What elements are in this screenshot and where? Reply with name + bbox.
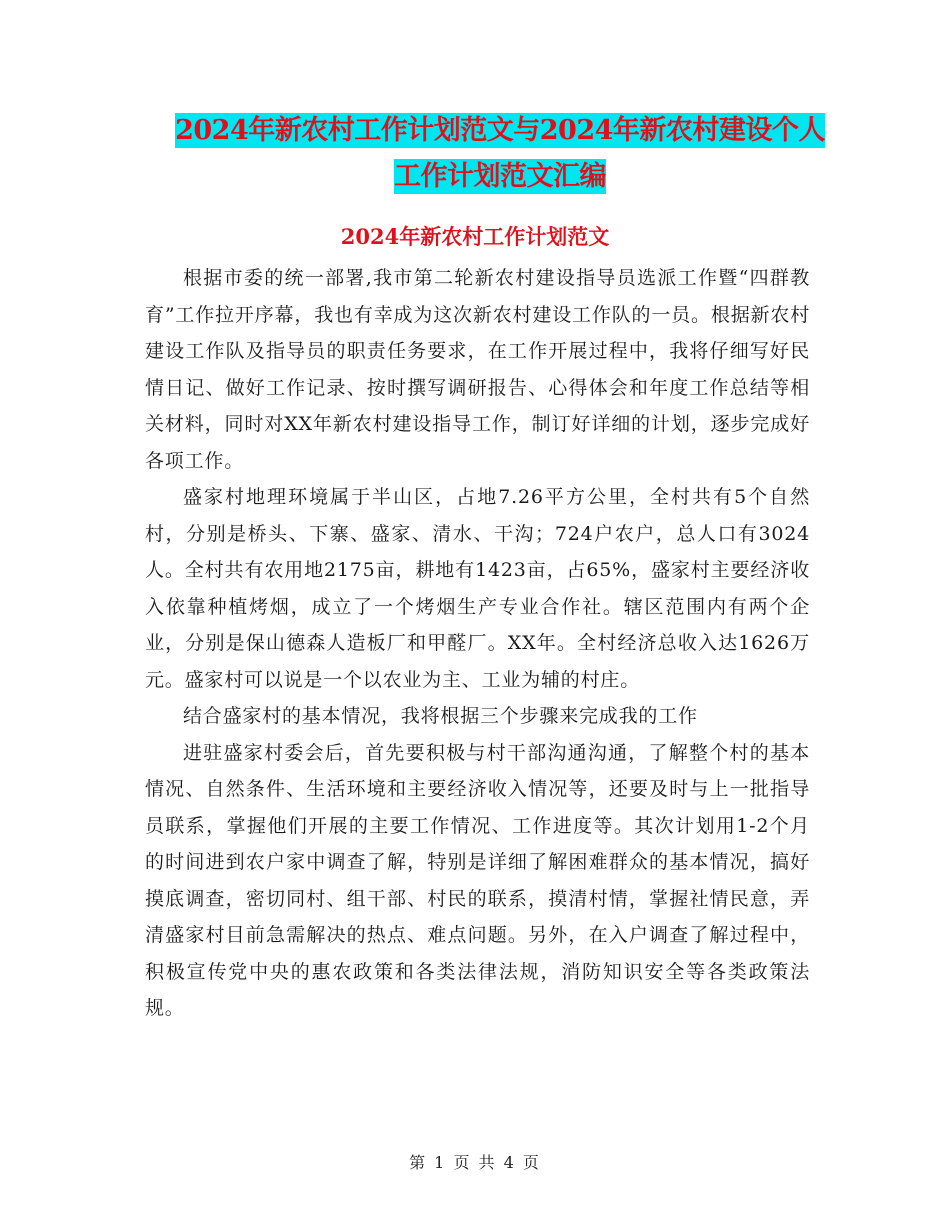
section-title: 2024年新农村工作计划范文 <box>340 224 610 249</box>
paragraph: 盛家村地理环境属于半山区，占地7.26平方公里，全村共有5个自然村，分别是桥头、下寨、盛家、清水、干沟；724户农户，总人口有3024人。全村共有农用地2175亩，耕地有1423亩，占65%，盛家村主要经济收入依靠种植烤烟，成立了一个烤烟生产专业合作社。辖区范围内有两个企业，分别是保山德森人造板厂和甲醛厂。XX年。全村经济总收入达1626万元。盛家村可以说是一个以农业为主、工业为辅的村庄。 <box>145 486 810 691</box>
page-number-footer: 第 1 页 共 4 页 <box>409 1153 541 1172</box>
title-line-2: 工作计划范文汇编 <box>394 161 606 192</box>
paragraph: 进驻盛家村委会后，首先要积极与村干部沟通沟通，了解整个村的基本情况、自然条件、生活环境和主要经济收入情况等，还要及时与上一批指导员联系，掌握他们开展的主要工作情况、工作进度等。其次计划用1-2个月的时间进到农户家中调查了解，特别是详细了解困难群众的基本情况，搞好摸底调查，密切同村、组干部、村民的联系，摸清村情，掌握社情民意，弄清盛家村目前急需解决的热点、难点问题。另外，在入户调查了解过程中，积极宣传党中央的惠农政策和各类法律法规，消防知识安全等各类政策法规。 <box>145 741 810 1019</box>
title-line-1: 2024年新农村工作计划范文与2024年新农村建设个人 <box>175 115 825 146</box>
document-body <box>145 260 810 1027</box>
document-title <box>140 108 860 200</box>
paragraph: 根据市委的统一部署,我市第二轮新农村建设指导员选派工作暨“四群教育”工作拉开序幕，我也有幸成为这次新农村建设工作队的一员。根据新农村建设工作队及指导员的职责任务要求，在工作开展过程中，我将仔细写好民情日记、做好工作记录、按时撰写调研报告、心得体会和年度工作总结等相关材料，同时对XX年新农村建设指导工作，制订好详细的计划，逐步完成好各项工作。 <box>145 267 810 472</box>
paragraph: 结合盛家村的基本情况，我将根据三个步骤来完成我的工作 <box>183 705 698 727</box>
